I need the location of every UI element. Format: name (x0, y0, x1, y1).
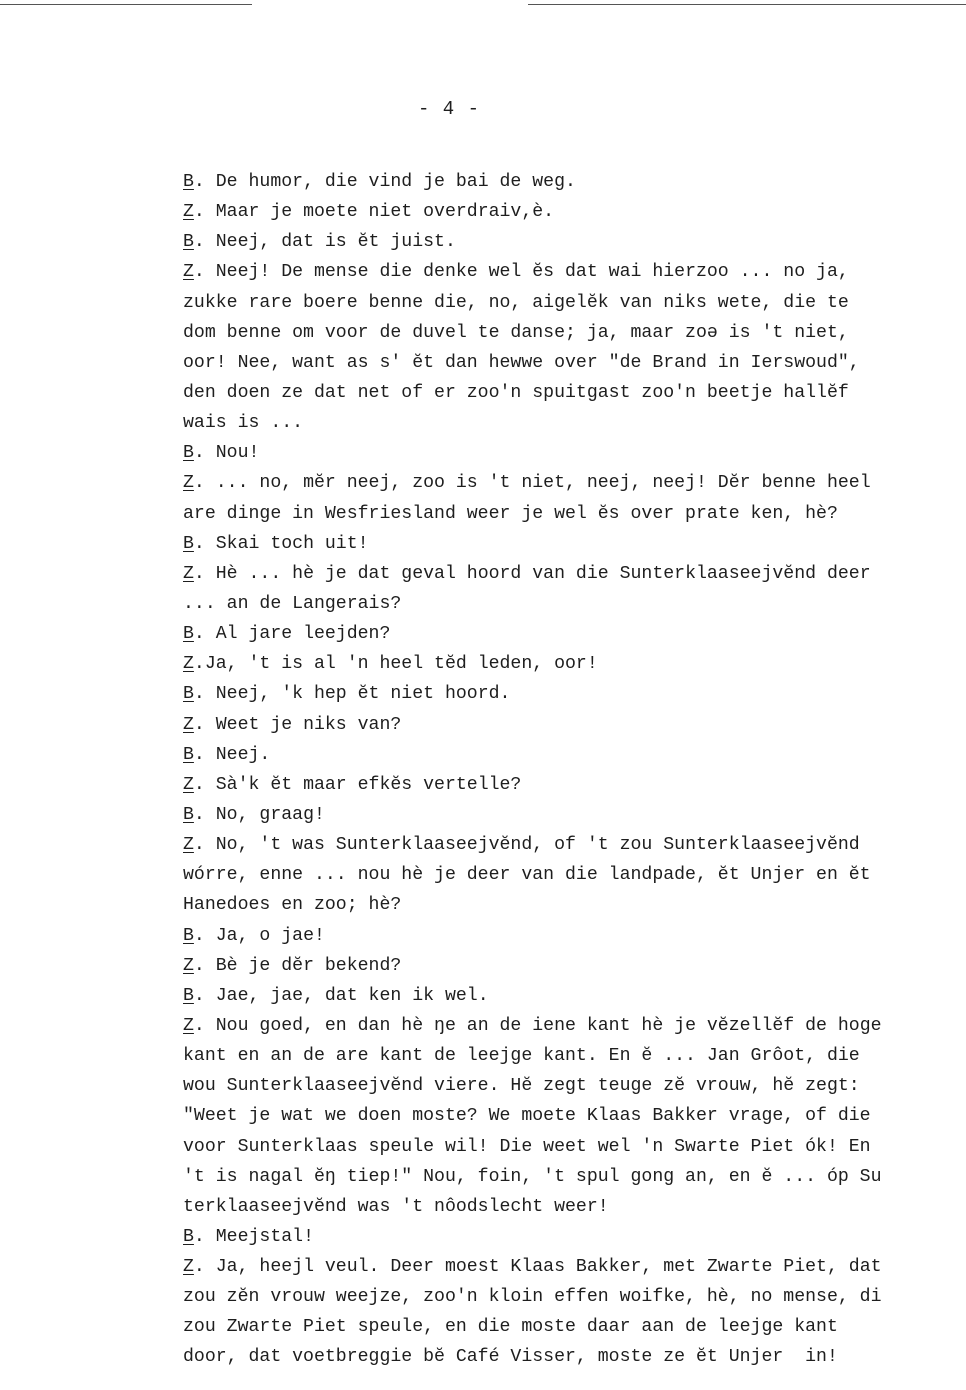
line-text: . Bè je dĕr bekend? (193, 955, 402, 976)
line-text: wais is ... (183, 413, 304, 434)
line-text: . Weet je niks van? (193, 714, 402, 735)
speaker-label: B (183, 533, 194, 554)
page-number: - 4 - (418, 98, 481, 120)
text-line (183, 1101, 966, 1131)
line-text: . Skai toch uit! (193, 533, 369, 554)
text-line (183, 649, 966, 679)
line-text: . Maar je moete niet overdraiv,è. (193, 202, 555, 223)
text-line (183, 740, 966, 770)
text-line (183, 257, 966, 287)
line-text: dom benne om voor de duvel te danse; ja, maar zoə is 't niet, (183, 322, 849, 343)
dialogue-body (183, 167, 966, 1373)
line-text: terklaaseejvĕnd was 't nôodslecht weer! (183, 1196, 609, 1217)
text-line (183, 890, 966, 920)
speaker-label: Z (183, 774, 194, 795)
text-line (183, 679, 966, 709)
speaker-label: B (183, 172, 194, 192)
speaker-label: B (183, 744, 194, 765)
line-text: kant en an de are kant de leejge kant. En ĕ ... Jan Grôot, die (183, 1046, 860, 1067)
line-text: . Nou goed, en dan hè ŋe an de iene kant hè je vĕzellĕf de hoge (193, 1015, 882, 1036)
line-text: door, dat voetbreggie bĕ Café Visser, moste ze ĕt Unjer in! (183, 1347, 838, 1368)
line-text: den doen ze dat net of er zoo'n spuitgast zoo'n beetje hallĕf (183, 382, 849, 403)
line-text: . ... no, mĕr neej, zoo is 't niet, neej, neej! Dĕr benne heel (193, 473, 871, 494)
text-line (183, 1252, 966, 1282)
line-text: "Weet je wat we doen moste? We moete Klaas Bakker vrage, of die (183, 1106, 871, 1127)
speaker-label: Z (183, 1015, 194, 1036)
text-line (183, 1282, 966, 1312)
line-text: . Meejstal! (193, 1226, 314, 1247)
speaker-label: B (183, 804, 194, 825)
text-line (183, 227, 966, 257)
line-text: .Ja, 't is al 'n heel tĕd leden, oor! (193, 654, 598, 675)
speaker-label: Z (183, 714, 194, 735)
text-line (183, 288, 966, 318)
text-line (183, 830, 966, 860)
line-text: . Neej, 'k hep ĕt niet hoord. (193, 684, 511, 705)
speaker-label: Z (183, 654, 194, 675)
text-line (183, 1132, 966, 1162)
text-line (183, 1342, 966, 1372)
text-line (183, 1071, 966, 1101)
text-line (183, 1222, 966, 1252)
text-line (183, 1192, 966, 1222)
line-text: 't is nagal ĕŋ tiep!" Nou, foin, 't spul gong an, en ĕ ... óp Su (183, 1166, 882, 1187)
line-text: . De humor, die vind je bai de weg. (193, 172, 576, 192)
line-text: . Sà'k ĕt maar efkĕs vertelle? (193, 774, 522, 795)
text-line (183, 589, 966, 619)
text-line (183, 770, 966, 800)
line-text: . Jae, jae, dat ken ik wel. (193, 985, 489, 1006)
speaker-label: B (183, 684, 194, 705)
text-line (183, 468, 966, 498)
line-text: . Hè ... hè je dat geval hoord van die Sunterklaaseejvĕnd deer (193, 563, 871, 584)
speaker-label: Z (183, 835, 194, 856)
line-text: . No, graag! (193, 804, 325, 825)
line-text: oor! Nee, want as s' ĕt dan hewwe over "de Brand in Ierswoud", (183, 352, 860, 373)
top-rule-right (528, 4, 966, 5)
text-line (183, 348, 966, 378)
line-text: are dinge in Wesfriesland weer je wel ĕs over prate ken, hè? (183, 503, 838, 524)
text-line (183, 951, 966, 981)
text-line (183, 318, 966, 348)
speaker-label: B (183, 925, 194, 946)
text-line (183, 710, 966, 740)
text-line (183, 559, 966, 589)
line-text: . Neej, dat is ĕt juist. (193, 232, 456, 253)
line-text: . Ja, heejl veul. Deer moest Klaas Bakker, met Zwarte Piet, dat (193, 1257, 882, 1278)
text-line (183, 529, 966, 559)
speaker-label: Z (183, 563, 194, 584)
line-text: voor Sunterklaas speule wil! Die weet wel 'n Swarte Piet ók! En (183, 1136, 871, 1157)
text-line (183, 1041, 966, 1071)
text-line (183, 438, 966, 468)
line-text: zukke rare boere benne die, no, aigelĕk van niks wete, die te (183, 292, 849, 313)
line-text: zou zĕn vrouw weejze, zoo'n kloin effen woifke, hè, no mense, di (183, 1287, 882, 1308)
speaker-label: Z (183, 202, 194, 223)
speaker-label: Z (183, 1257, 194, 1278)
speaker-label: B (183, 1226, 194, 1247)
text-line (183, 619, 966, 649)
speaker-label: B (183, 985, 194, 1006)
line-text: . No, 't was Sunterklaaseejvĕnd, of 't zou Sunterklaaseejvĕnd (193, 835, 860, 856)
speaker-label: B (183, 232, 194, 253)
top-rule-left (0, 4, 252, 5)
text-line (183, 1011, 966, 1041)
speaker-label: B (183, 443, 194, 464)
speaker-label: Z (183, 473, 194, 494)
text-line (183, 1162, 966, 1192)
line-text: . Nou! (193, 443, 260, 464)
text-line (183, 197, 966, 227)
text-line (183, 860, 966, 890)
text-line (183, 499, 966, 529)
text-line (183, 167, 966, 197)
text-line (183, 1312, 966, 1342)
speaker-label: Z (183, 955, 194, 976)
line-text: zou Zwarte Piet speule, en die moste daar aan de leejge kant (183, 1317, 838, 1338)
line-text: wórre, enne ... nou hè je deer van die landpade, ĕt Unjer en ĕt (183, 865, 871, 886)
line-text: ... an de Langerais? (183, 593, 402, 614)
line-text: Hanedoes en zoo; hè? (183, 895, 402, 916)
text-line (183, 378, 966, 408)
text-line (183, 921, 966, 951)
text-line (183, 408, 966, 438)
line-text: . Ja, o jae! (193, 925, 325, 946)
speaker-label: B (183, 624, 194, 645)
line-text: . Neej. (193, 744, 271, 765)
speaker-label: Z (183, 262, 194, 283)
line-text: . Neej! De mense die denke wel ĕs dat wai hierzoo ... no ja, (193, 262, 849, 283)
line-text: wou Sunterklaaseejvĕnd viere. Hĕ zegt teuge zĕ vrouw, hĕ zegt: (183, 1076, 860, 1097)
text-line (183, 800, 966, 830)
line-text: . Al jare leejden? (193, 624, 391, 645)
text-line (183, 981, 966, 1011)
